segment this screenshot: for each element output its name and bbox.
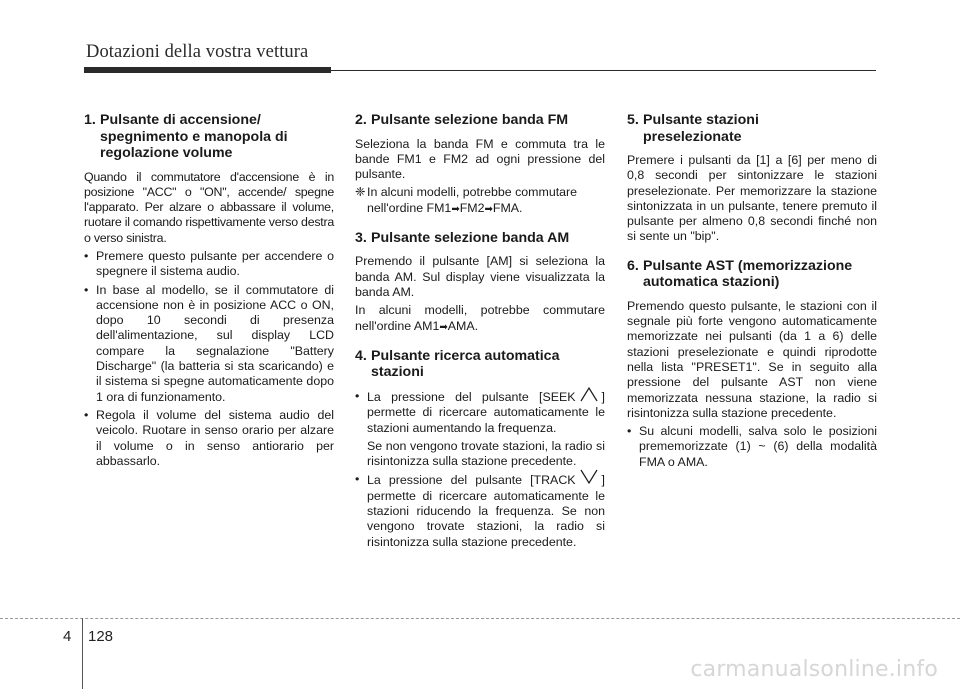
bullet: • <box>355 472 360 487</box>
heading-line: Pulsante AST (memorizzazione <box>643 257 853 274</box>
note-mark: ❈ <box>355 185 366 200</box>
chevron-up-icon <box>576 389 602 403</box>
bullet: • <box>627 424 632 439</box>
section-2 <box>355 112 605 217</box>
heading-rest: spegnimento e manopola di regolazione volume <box>100 128 288 161</box>
paragraph-text: AMA. <box>447 318 479 333</box>
bullet: • <box>84 407 89 422</box>
arrow-right-icon: ➡ <box>484 203 493 215</box>
paragraph <box>355 303 605 335</box>
bullet-list <box>355 389 605 436</box>
heading-rest: automatica stazioni) <box>643 274 780 291</box>
section-heading <box>355 112 605 129</box>
section-number: 2. <box>355 112 367 128</box>
section-5 <box>627 112 877 245</box>
footer-divider <box>0 618 960 619</box>
list-item <box>84 249 334 280</box>
section-3 <box>355 230 605 335</box>
footer-separator <box>82 618 83 689</box>
section-6 <box>627 258 877 470</box>
chevron-down-icon <box>576 472 602 486</box>
paragraph: Premendo questo pulsante, le stazioni con il segnale più forte vengono automaticamente memorizzate nei pulsanti (da 1 a 6) delle stazioni preselezionate e quindi riprodotte nella lista "PRESET1". Se in seguito alla pressione del pulsante AST non viene memorizzata nessuna stazione, la radio si risintonizza sulla stazione precedente. <box>627 298 877 420</box>
page-number-value: 128 <box>88 628 114 645</box>
section-heading <box>84 112 334 162</box>
bullet-list <box>84 249 334 469</box>
heading-line: Pulsante di accensione/ <box>100 112 261 128</box>
chapter-number: 4 <box>63 628 72 645</box>
list-item <box>84 283 334 405</box>
column-2 <box>355 112 605 563</box>
section-heading <box>355 348 605 381</box>
bullet: • <box>355 388 360 403</box>
column-1 <box>84 112 334 482</box>
arrow-right-icon: ➡ <box>451 203 460 215</box>
heading-line: Pulsante selezione banda AM <box>371 229 570 246</box>
list-item <box>355 472 605 549</box>
watermark: carmanualsonline.info <box>690 657 938 682</box>
bullet-list <box>627 424 877 470</box>
section-heading <box>355 230 605 247</box>
heading-rest: stazioni <box>371 364 424 381</box>
paragraph: Premere i pulsanti da [1] a [6] per meno di 0,8 secondi per sintonizzare le stazioni preselezionate. Per memorizzare la stazione sintonizzata in un pulsante, tenere premuto il pulsante per almeno 0,8 secondi finché non si sente un "bip". <box>627 153 877 244</box>
section-heading <box>627 112 877 145</box>
paragraph-text: In alcuni modelli, potrebbe commutare nell'ordine AM1 <box>355 303 605 333</box>
note-text: FMA. <box>492 200 523 215</box>
heading-line: Pulsante stazioni <box>643 112 759 128</box>
list-item-text: Su alcuni modelli, salva solo le posizioni prememorizzate (1) ~ (6) della modalità FMA o AMA. <box>639 424 877 469</box>
heading-line: Pulsante selezione banda FM <box>371 112 569 128</box>
heading-line: Pulsante ricerca automatica <box>371 347 560 364</box>
list-item <box>627 424 877 470</box>
page-number <box>63 628 114 645</box>
paragraph: Se non vengono trovate stazioni, la radio si risintonizza sulla stazione precedente. <box>367 438 605 469</box>
section-number: 3. <box>355 229 367 246</box>
paragraph: Seleziona la banda FM e commuta tra le bande FM1 e FM2 ad ogni pressione del pulsante. <box>355 136 605 182</box>
list-item-text: La pressione del pulsante [TRACK <box>367 473 576 488</box>
section-number: 4. <box>355 347 367 364</box>
list-item-text: Premere questo pulsante per accendere o spegnere il sistema audio. <box>96 248 334 279</box>
list-item <box>355 389 605 436</box>
list-item-text: ] permette di ricercare automaticamente le stazioni aumentando la frequenza. <box>367 389 605 435</box>
list-item-text: In base al modello, se il commutatore di accensione non è in posizione ACC o ON, dopo 10 secondi di presenza dell'alimentazione, sul display LCD compare la segnalazione "Battery Discharge" (la batteria si sta scaricando) e il sistema si spegne automaticamente dopo 1 ora di funzionamento. <box>96 282 334 404</box>
list-item-text: Regola il volume del sistema audio del veicolo. Ruotare in senso orario per alzare il volume o in senso antiorario per abbassarlo. <box>96 407 334 468</box>
list-item-text: La pressione del pulsante [SEEK <box>367 389 576 404</box>
header-bar <box>84 67 331 73</box>
section-1 <box>84 112 334 469</box>
section-number: 5. <box>627 112 639 128</box>
header-rule <box>331 70 876 71</box>
bullet: • <box>84 248 89 263</box>
bullet-list <box>355 472 605 549</box>
section-number: 1. <box>84 112 96 128</box>
heading-rest: preselezionate <box>643 128 742 145</box>
section-4 <box>355 348 605 550</box>
list-item <box>84 408 334 469</box>
paragraph: Premendo il pulsante [AM] si seleziona la banda AM. Sul display viene visualizzata la banda AM. <box>355 254 605 300</box>
section-heading <box>627 258 877 291</box>
section-number: 6. <box>627 257 639 274</box>
page-header: Dotazioni della vostra vettura <box>86 42 309 62</box>
paragraph: Quando il commutatore d'accensione è in posizione "ACC" o "ON", accende/ spegne l'apparato. Per alzare o abbassare il volume, ruotare il comando rispettivamente verso destra o verso sinistra. <box>84 169 334 245</box>
note-text: FM2 <box>459 200 485 215</box>
column-3 <box>627 112 877 483</box>
note-text: In alcuni modelli, potrebbe commutare nell'ordine FM1 <box>367 185 578 215</box>
bullet: • <box>84 282 89 297</box>
note <box>355 185 605 217</box>
list-item-text: ] permette di ricercare automaticamente le stazioni riducendo la frequenza. Se non vengono trovate stazioni, la radio si risintonizza sulla stazione precedente. <box>367 473 605 549</box>
arrow-right-icon: ➡ <box>439 321 448 333</box>
